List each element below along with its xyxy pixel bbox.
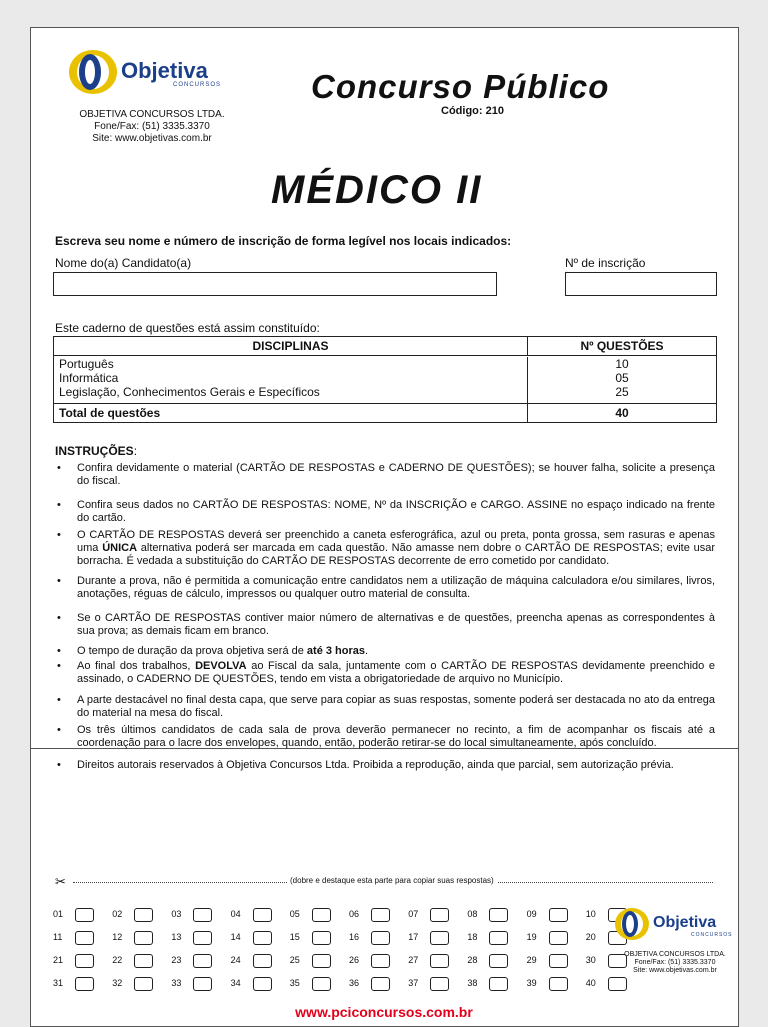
instruction-item xyxy=(55,694,715,720)
instruction-text: Confira devidamente o material (CARTÃO DE RESPOSTAS e CADERNO DE QUESTÕES); se houver falha, solicite a presença do fiscal. xyxy=(77,462,715,487)
company-phone: Fone/Fax: (51) 3335.3370 xyxy=(94,121,210,132)
instruction-item xyxy=(55,575,715,601)
answer-number: 29 xyxy=(526,955,537,965)
answer-number: 27 xyxy=(408,955,419,965)
table-header xyxy=(54,337,716,356)
answer-box[interactable] xyxy=(253,977,272,991)
instruction-text: O CARTÃO DE RESPOSTAS deverá ser preenchido a caneta esferográfica, azul ou preta, ponta grossa, sem rasuras e apenas uma xyxy=(77,529,715,554)
instructions-list xyxy=(55,462,715,772)
answer-number: 16 xyxy=(349,932,360,942)
answer-box[interactable] xyxy=(193,954,212,968)
write-instruction: Escreva seu nome e número de inscrição de forma legível nos locais indicados: xyxy=(55,234,512,248)
answer-box[interactable] xyxy=(430,931,449,945)
answer-number: 13 xyxy=(171,932,182,942)
answer-number: 38 xyxy=(467,978,478,988)
answer-number: 40 xyxy=(585,978,596,988)
logo-tagline: CONCURSOS xyxy=(173,82,222,88)
answer-number: 37 xyxy=(408,978,419,988)
answer-number: 10 xyxy=(585,909,596,919)
logo-o-icon xyxy=(79,54,101,90)
answer-box[interactable] xyxy=(75,931,94,945)
answer-box[interactable] xyxy=(608,977,627,991)
answer-box[interactable] xyxy=(75,954,94,968)
counts-column xyxy=(528,357,716,403)
answer-number: 09 xyxy=(526,909,537,919)
header-disciplines: DISCIPLINAS xyxy=(54,337,528,355)
answer-box[interactable] xyxy=(489,908,508,922)
table-cell: 05 xyxy=(615,371,629,385)
header-question-count: Nº QUESTÕES xyxy=(580,339,664,353)
answer-number: 14 xyxy=(230,932,241,942)
instruction-item xyxy=(55,612,715,638)
objetiva-logo xyxy=(69,50,229,110)
answer-number: 26 xyxy=(349,955,360,965)
answer-box[interactable] xyxy=(253,908,272,922)
table-cell: 10 xyxy=(615,357,629,371)
answer-box[interactable] xyxy=(549,931,568,945)
answer-box[interactable] xyxy=(193,977,212,991)
registration-label: Nº de inscrição xyxy=(565,256,646,270)
answer-number: 18 xyxy=(467,932,478,942)
instruction-item xyxy=(55,529,715,568)
table-row: Legislação, Conhecimentos Gerais e Específicos xyxy=(59,385,320,399)
answer-number: 19 xyxy=(526,932,537,942)
answer-box[interactable] xyxy=(134,977,153,991)
answer-number: 21 xyxy=(53,955,64,965)
answer-box[interactable] xyxy=(489,931,508,945)
company-phone: Fone/Fax: (51) 3335.3370 xyxy=(634,959,716,966)
total-value: 40 xyxy=(615,406,629,420)
answer-number: 03 xyxy=(171,909,182,919)
answer-box[interactable] xyxy=(371,954,390,968)
answer-number: 34 xyxy=(230,978,241,988)
company-site: Site: www.objetivas.com.br xyxy=(633,967,717,974)
answer-number: 07 xyxy=(408,909,419,919)
answer-number: 06 xyxy=(349,909,360,919)
instruction-item xyxy=(55,759,715,772)
answer-number: 08 xyxy=(467,909,478,919)
answer-box[interactable] xyxy=(312,931,331,945)
answer-box[interactable] xyxy=(312,908,331,922)
logo-brand: Objetiva xyxy=(653,914,717,931)
answer-number: 32 xyxy=(112,978,123,988)
instruction-text: Ao final dos trabalhos, xyxy=(77,660,196,672)
answer-box[interactable] xyxy=(371,977,390,991)
candidate-name-field[interactable] xyxy=(53,272,497,296)
answer-box[interactable] xyxy=(75,977,94,991)
answer-box[interactable] xyxy=(253,931,272,945)
answer-number: 30 xyxy=(585,955,596,965)
table-body xyxy=(54,356,716,404)
answer-number: 25 xyxy=(289,955,300,965)
answer-number: 35 xyxy=(289,978,300,988)
answer-box[interactable] xyxy=(549,954,568,968)
answer-box[interactable] xyxy=(371,931,390,945)
instruction-text: Confira seus dados no CARTÃO DE RESPOSTAS: NOME, Nº da INSCRIÇÃO e CARGO. ASSINE no espaço indicado na frente do cartão. xyxy=(77,499,715,524)
questions-table xyxy=(53,336,717,423)
candidate-name-label: Nome do(a) Candidato(a) xyxy=(55,256,192,270)
instruction-emphasis: ÚNICA xyxy=(102,542,138,554)
answer-number: 15 xyxy=(289,932,300,942)
answer-box[interactable] xyxy=(371,908,390,922)
table-row: Português xyxy=(59,357,114,371)
instructions-title xyxy=(55,444,137,458)
cut-instruction: (dobre e destaque esta parte para copiar suas respostas) xyxy=(287,876,497,885)
instruction-emphasis: DEVOLVA xyxy=(195,660,247,672)
instruction-text: ao Fiscal da sala, juntamente com o CARTÃO DE RESPOSTAS devidamente preenchido e assinado, o CADERNO DE QUESTÕES, tendo em vista a obrigatoriedade de arquivo no Município. xyxy=(77,660,715,685)
composition-intro: Este caderno de questões está assim constituído: xyxy=(55,321,320,335)
role-title: MÉDICO II xyxy=(271,168,483,212)
answer-number: 20 xyxy=(585,932,596,942)
logo-o-icon xyxy=(622,911,638,937)
instruction-text: . xyxy=(365,645,369,657)
answer-box[interactable] xyxy=(430,977,449,991)
answer-number: 23 xyxy=(171,955,182,965)
instruction-item xyxy=(55,645,715,658)
answer-box[interactable] xyxy=(253,954,272,968)
answer-number: 33 xyxy=(171,978,182,988)
cut-line xyxy=(55,876,715,890)
answer-number: 02 xyxy=(112,909,123,919)
answer-box[interactable] xyxy=(134,954,153,968)
answer-box[interactable] xyxy=(193,908,212,922)
answer-number: 17 xyxy=(408,932,419,942)
answer-number: 22 xyxy=(112,955,123,965)
registration-number-field[interactable] xyxy=(565,272,717,296)
answer-number: 28 xyxy=(467,955,478,965)
scissors-icon: ✂ xyxy=(55,874,66,889)
instruction-text: alternativa poderá ser marcada em cada questão. Não amasse nem dobre o CARTÃO DE RESPOSTAS; evite usar borracha. É vedada a substituição do CARTÃO DE RESPOSTAS decorrente de erro cometido por candidato. xyxy=(77,542,715,567)
total-label: Total de questões xyxy=(54,404,528,422)
instruction-text: O tempo de duração da prova objetiva será de xyxy=(77,645,307,657)
answer-box[interactable] xyxy=(549,908,568,922)
answer-number: 05 xyxy=(289,909,300,919)
instruction-text: Durante a prova, não é permitida a comunicação entre candidatos nem a utilização de máquina calculadora e/ou similares, livros, anotações, réguas de cálculo, impressos ou qualquer outro material de consulta. xyxy=(77,575,715,600)
contest-title: Concurso Público xyxy=(311,68,610,105)
table-cell: 25 xyxy=(615,385,629,399)
answer-box[interactable] xyxy=(312,977,331,991)
answer-number: 01 xyxy=(53,909,64,919)
instruction-item xyxy=(55,724,715,750)
company-info-small xyxy=(605,951,745,975)
instructions-title-colon: : xyxy=(133,444,138,458)
answer-box[interactable] xyxy=(489,977,508,991)
exam-cover-page xyxy=(30,27,739,1027)
answer-number: 24 xyxy=(230,955,241,965)
table-total-row xyxy=(54,404,716,422)
instruction-item xyxy=(55,462,715,488)
logo-brand: Objetiva xyxy=(121,58,208,83)
instruction-text: Se o CARTÃO DE RESPOSTAS contiver maior número de alternativas e de questões, preencha apenas as correspondentes à sua prova; as demais ficam em branco. xyxy=(77,612,715,637)
answer-box[interactable] xyxy=(430,908,449,922)
answer-box[interactable] xyxy=(75,908,94,922)
answer-box[interactable] xyxy=(312,954,331,968)
company-site: Site: www.objetivas.com.br xyxy=(92,133,212,144)
exam-code: Código: 210 xyxy=(441,105,504,117)
answer-box[interactable] xyxy=(489,954,508,968)
logo-tagline: CONCURSOS xyxy=(691,932,733,938)
answer-box[interactable] xyxy=(430,954,449,968)
table-row: Informática xyxy=(59,371,119,385)
answer-number: 04 xyxy=(230,909,241,919)
answer-number: 12 xyxy=(112,932,123,942)
answer-box[interactable] xyxy=(134,908,153,922)
answer-number: 36 xyxy=(349,978,360,988)
answer-number: 11 xyxy=(53,932,63,942)
company-name: OBJETIVA CONCURSOS LTDA. xyxy=(624,951,726,958)
instructions-title-text: INSTRUÇÕES xyxy=(55,444,134,458)
disciplines-column xyxy=(54,357,528,403)
instruction-text: Direitos autorais reservados à Objetiva Concursos Ltda. Proibida a reprodução, ainda que parcial, sem autorização prévia. xyxy=(77,759,674,771)
instruction-item xyxy=(55,499,715,525)
instruction-text: Os três últimos candidatos de cada sala de prova deverão permanecer no recinto, a fim de acompanhar os fiscais até a coordenação para o lacre dos envelopes, quando, então, poderão retirar-se do local simultaneamente, após concluído. xyxy=(77,724,715,749)
instruction-text: A parte destacável no final desta capa, que serve para copiar as suas respostas, somente poderá ser destacada no ato da entrega do material na mesa do fiscal. xyxy=(77,694,715,719)
instruction-emphasis: até 3 horas xyxy=(306,645,366,657)
company-info xyxy=(67,109,237,145)
answer-number: 39 xyxy=(526,978,537,988)
answer-box[interactable] xyxy=(193,931,212,945)
answer-box[interactable] xyxy=(134,931,153,945)
answer-box[interactable] xyxy=(549,977,568,991)
instruction-item xyxy=(55,660,715,686)
answer-number: 31 xyxy=(53,978,64,988)
company-name: OBJETIVA CONCURSOS LTDA. xyxy=(79,109,225,120)
footer-url[interactable]: www.pciconcursos.com.br xyxy=(295,1004,473,1020)
